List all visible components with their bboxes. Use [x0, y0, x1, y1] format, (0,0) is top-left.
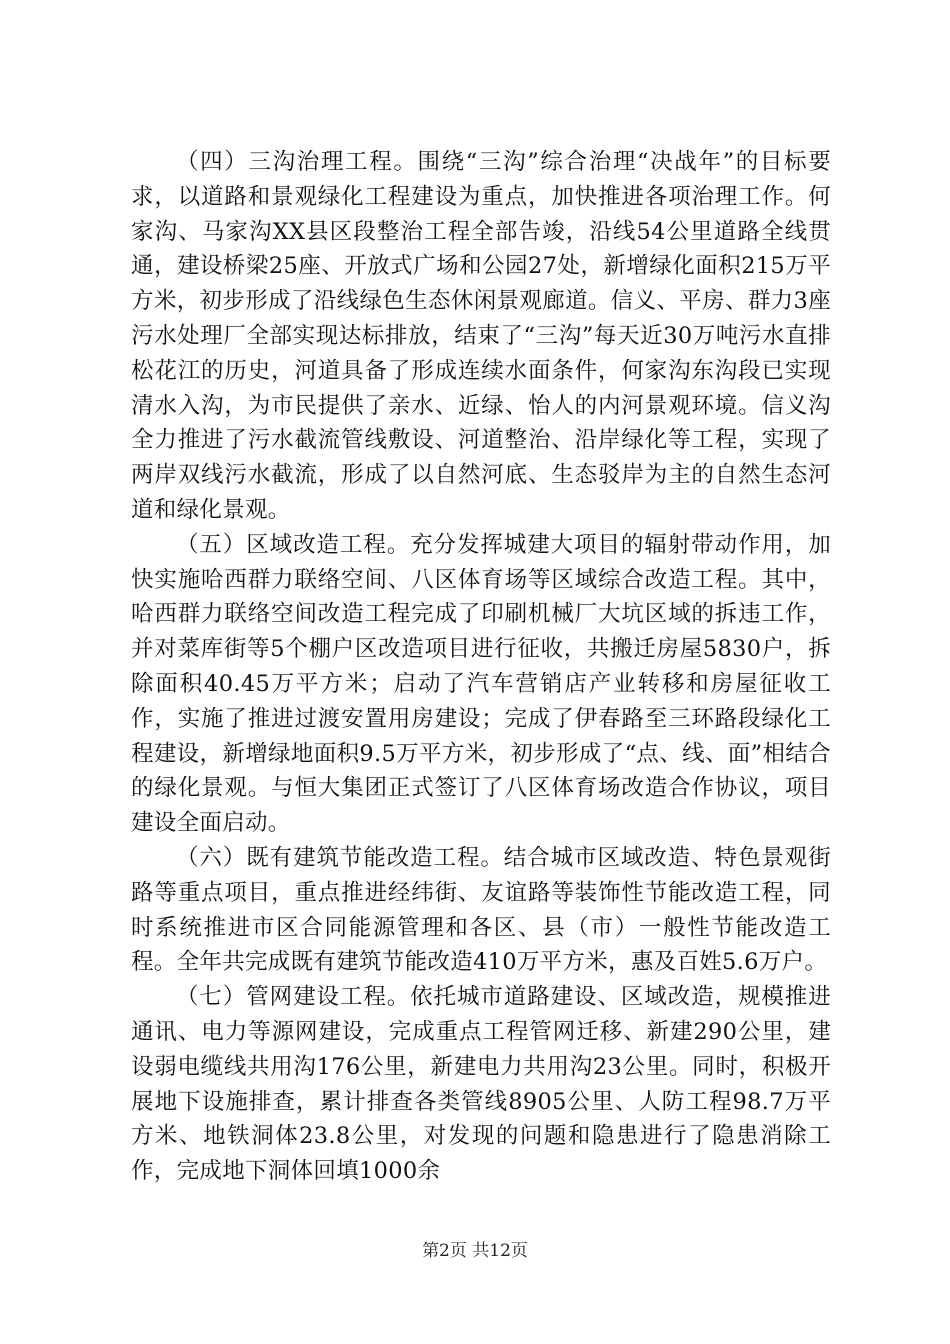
paragraph-regional-renovation: （五）区域改造工程。充分发挥城建大项目的辐射带动作用，加快实施哈西群力联络空间、八区体育场等区域综合改造工程。其中，哈西群力联络空间改造工程完成了印刷机械厂大坑区域的拆违工作，并对菜库街等5个棚户区改造项目进行征收，共搬迁房屋5830户，拆除面积40.45万平方米；启动了汽车营销店产业转移和房屋征收工作，实施了推进过渡安置用房建设；完成了伊春路至三环路段绿化工程建设，新增绿地面积9.5万平方米，初步形成了“点、线、面”相结合的绿化景观。与恒大集团正式签订了八区体育场改造合作协议，项目建设全面启动。 — [131, 531, 831, 837]
paragraph-pipe-network-construction: （七）管网建设工程。依托城市道路建设、区域改造，规模推进通讯、电力等源网建设，完成重点工程管网迁移、新建290公里，建设弱电缆线共用沟176公里，新建电力共用沟23公里。同时，积极开展地下设施排查，累计排查各类管线8905公里、人防工程98.7万平方米、地铁洞体23.8公里，对发现的问题和隐患进行了隐患消除工作，完成地下洞体回填1000余 — [131, 984, 831, 1185]
document-body — [131, 145, 831, 1189]
page-number-footer: 第2页 共12页 — [422, 1241, 528, 1261]
paragraph-three-ditches-governance: （四）三沟治理工程。围绕“三沟”综合治理“决战年”的目标要求，以道路和景观绿化工程建设为重点，加快推进各项治理工作。何家沟、马家沟XX县区段整治工程全部告竣，沿线54公里道路全线贯通，建设桥梁25座、开放式广场和公园27处，新增绿化面积215万平方米，初步形成了沿线绿色生态休闲景观廊道。信义、平房、群力3座污水处理厂全部实现达标排放，结束了“三沟”每天近30万吨污水直排松花江的历史，河道具备了形成连续水面条件，何家沟东沟段已实现清水入沟，为市民提供了亲水、近绿、怡人的内河景观环境。信义沟全力推进了污水截流管线敷设、河道整治、沿岸绿化等工程，实现了两岸双线污水截流，形成了以自然河底、生态驳岸为主的自然生态河道和绿化景观。 — [131, 149, 831, 523]
paragraph-building-energy-retrofit: （六）既有建筑节能改造工程。结合城市区域改造、特色景观街路等重点项目，重点推进经纬街、友谊路等装饰性节能改造工程，同时系统推进市区合同能源管理和各区、县（市）一般性节能改造工程。全年共完成既有建筑节能改造410万平方米，惠及百姓5.6万户。 — [131, 844, 831, 976]
